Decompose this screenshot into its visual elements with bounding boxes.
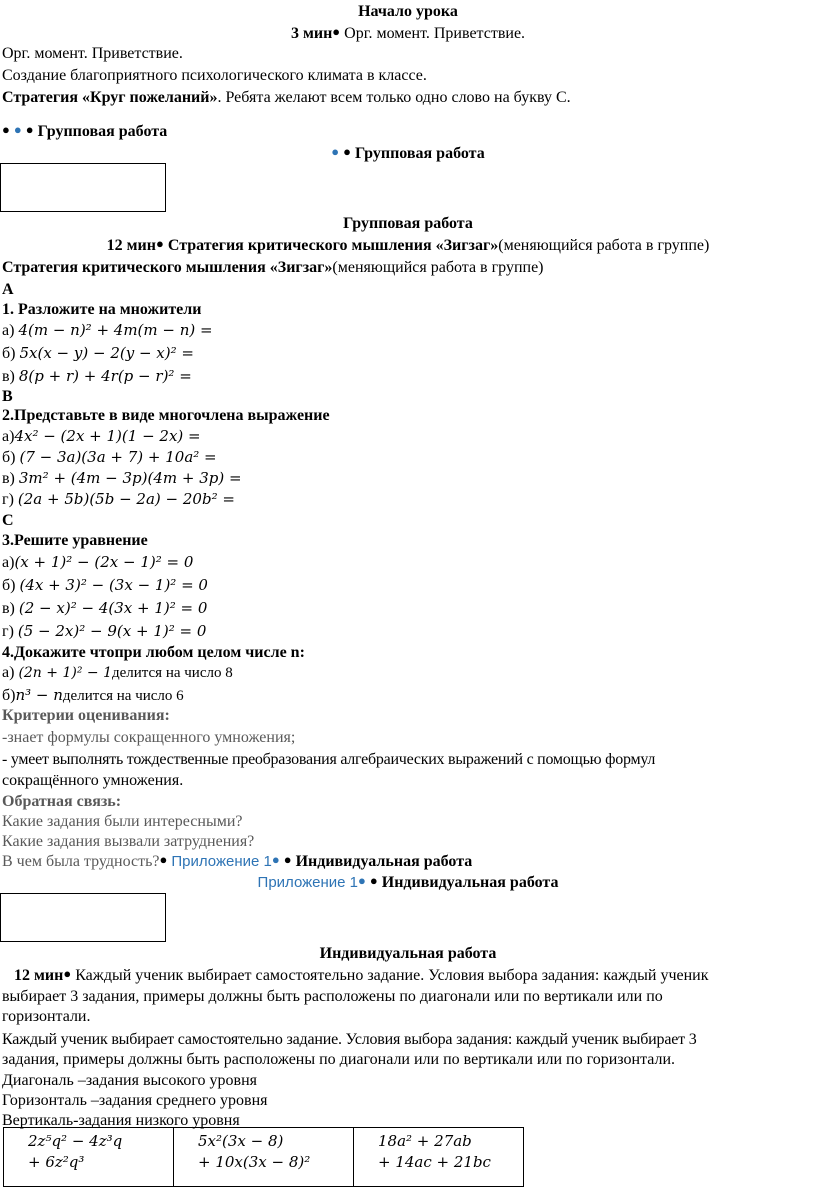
individual-para-line-1: Каждый ученик выбирает самостоятельно задание. Условия выбора задания: каждый ученик выбирает 3 [2, 1031, 697, 1048]
task3-item-a: а)(x + 1)² − (2x − 1)² = 0 [2, 553, 194, 571]
wishes-strategy-line: Стратегия «Круг пожеланий». Ребята желают всем только одно слово на букву С. [2, 89, 571, 106]
task3-title: 3.Решите уравнение [2, 532, 148, 549]
climate-line: Создание благоприятного психологического климата в классе. [2, 67, 427, 84]
horizontal-line: Горизонталь –задания среднего уровня [2, 1092, 268, 1109]
group-work-label-center: ● ● Групповая работа [331, 144, 485, 162]
zigzag-strategy-line: Стратегия критического мышления «Зигзаг»(меняющийся работа в группе) [2, 259, 544, 276]
lesson-start-title: Начало урока [358, 3, 458, 20]
task1-item-a: а) 4(m − n)² + 4m(m − n) = [2, 321, 213, 339]
org-moment-line: Орг. момент. Приветствие. [2, 45, 183, 62]
task1-item-c: в) 8(p + r) + 4r(p − r)² = [2, 367, 192, 385]
feedback-question-2: Какие задания вызвали затруднения? [2, 833, 255, 850]
group-work-image-box [0, 163, 166, 212]
tasks-table [3, 1127, 524, 1187]
task1-title: 1. Разложите на множители [2, 301, 202, 318]
individual-text-line-2: выбирает 3 задания, примеры должны быть расположены по диагонали или по вертикали или по [2, 988, 663, 1005]
bullet-icon: ● [343, 144, 351, 159]
criteria-item-2: - умеет выполнять тождественные преобразования алгебраических выражений с помощью формул [2, 751, 656, 768]
individual-para-line-2: задания, примеры должны быть расположены по диагонали или по вертикали или по горизонтали. [2, 1051, 676, 1068]
individual-work-image-box [0, 893, 166, 942]
feedback-question-3: В чем была трудность?● Приложение 1● ● Индивидуальная работа [2, 852, 473, 870]
criteria-item-2-cont: сокращённого умножения. [2, 772, 184, 789]
bullet-icon: ● [159, 852, 168, 867]
zigzag-time-line: 12 мин● Стратегия критического мышления «Зигзаг»(меняющийся работа в группе) [106, 236, 710, 254]
bullet-icon: ● [332, 24, 341, 39]
bullet-icon: ● [25, 122, 34, 137]
task4-item-a: а) (2n + 1)² − 1делится на число 8 [2, 664, 233, 681]
section-c-letter: С [2, 512, 14, 529]
bullet-icon: ● [358, 873, 366, 888]
task2-item-b: б) (7 − 3a)(3a + 7) + 10a² = [2, 448, 217, 466]
task3-item-c: в) (2 − x)² − 4(3x + 1)² = 0 [2, 599, 208, 617]
task2-item-d: г) (2a + 5b)(5b − 2a) − 20b² = [2, 490, 235, 508]
table-row [4, 1128, 524, 1187]
bullet-icon: ● [2, 122, 10, 137]
task3-item-b: б) (4x + 3)² − (3x − 1)² = 0 [2, 576, 208, 594]
group-work-label-left: ● ● ● Групповая работа [2, 122, 168, 140]
individual-time-line: 12 мин● Каждый ученик выбирает самостоятельно задание. Условия выбора задания: каждый ученик [14, 966, 709, 984]
bullet-icon: ● [63, 966, 72, 981]
feedback-question-1: Какие задания были интересными? [2, 813, 243, 830]
group-work-heading: Групповая работа [343, 215, 473, 232]
task4-title: 4.Докажите чтопри любом целом числе n: [2, 644, 305, 661]
section-a-letter: А [2, 281, 14, 298]
individual-work-heading: Индивидуальная работа [319, 945, 497, 962]
task1-item-b: б) 5x(x − y) − 2(y − x)² = [2, 344, 194, 362]
diagonal-line: Диагональ –задания высокого уровня [2, 1072, 257, 1089]
bullet-icon: ● [331, 144, 340, 159]
criteria-title: Критерии оценивания: [2, 707, 170, 724]
bullet-icon: ● [283, 852, 292, 867]
table-cell: 18a² + 27ab + 14ac + 21bc [354, 1128, 524, 1187]
appendix-line-center: Приложение 1● ● Индивидуальная работа [257, 873, 559, 891]
bullet-icon: ● [155, 236, 164, 251]
task3-item-d: г) (5 − 2x)² − 9(x + 1)² = 0 [2, 622, 207, 640]
table-cell: 5x²(3x − 8) + 10x(3x − 8)² [174, 1128, 354, 1187]
task2-title: 2.Представьте в виде многочлена выражение [2, 407, 330, 424]
bullet-icon: ● [369, 873, 378, 888]
feedback-title: Обратная связь: [2, 793, 122, 810]
table-cell: 2z⁵q² − 4z³q + 6z²q³ [4, 1128, 174, 1187]
lesson-start-time-line: 3 мин● Орг. момент. Приветствие. [290, 24, 526, 42]
task2-item-a: а)4x² − (2x + 1)(1 − 2x) = [2, 427, 201, 445]
individual-text-line-3: горизонтали. [2, 1008, 91, 1025]
bullet-icon: ● [271, 852, 280, 867]
task4-item-b: б)n³ − nделится на число 6 [2, 686, 184, 704]
task2-item-c: в) 3m² + (4m − 3p)(4m + 3p) = [2, 469, 242, 487]
vertical-line: Вертикаль-задания низкого уровня [2, 1112, 240, 1129]
bullet-icon: ● [13, 122, 22, 137]
section-b-letter: В [2, 388, 13, 405]
criteria-item-1: -знает формулы сокращенного умножения; [2, 729, 296, 746]
